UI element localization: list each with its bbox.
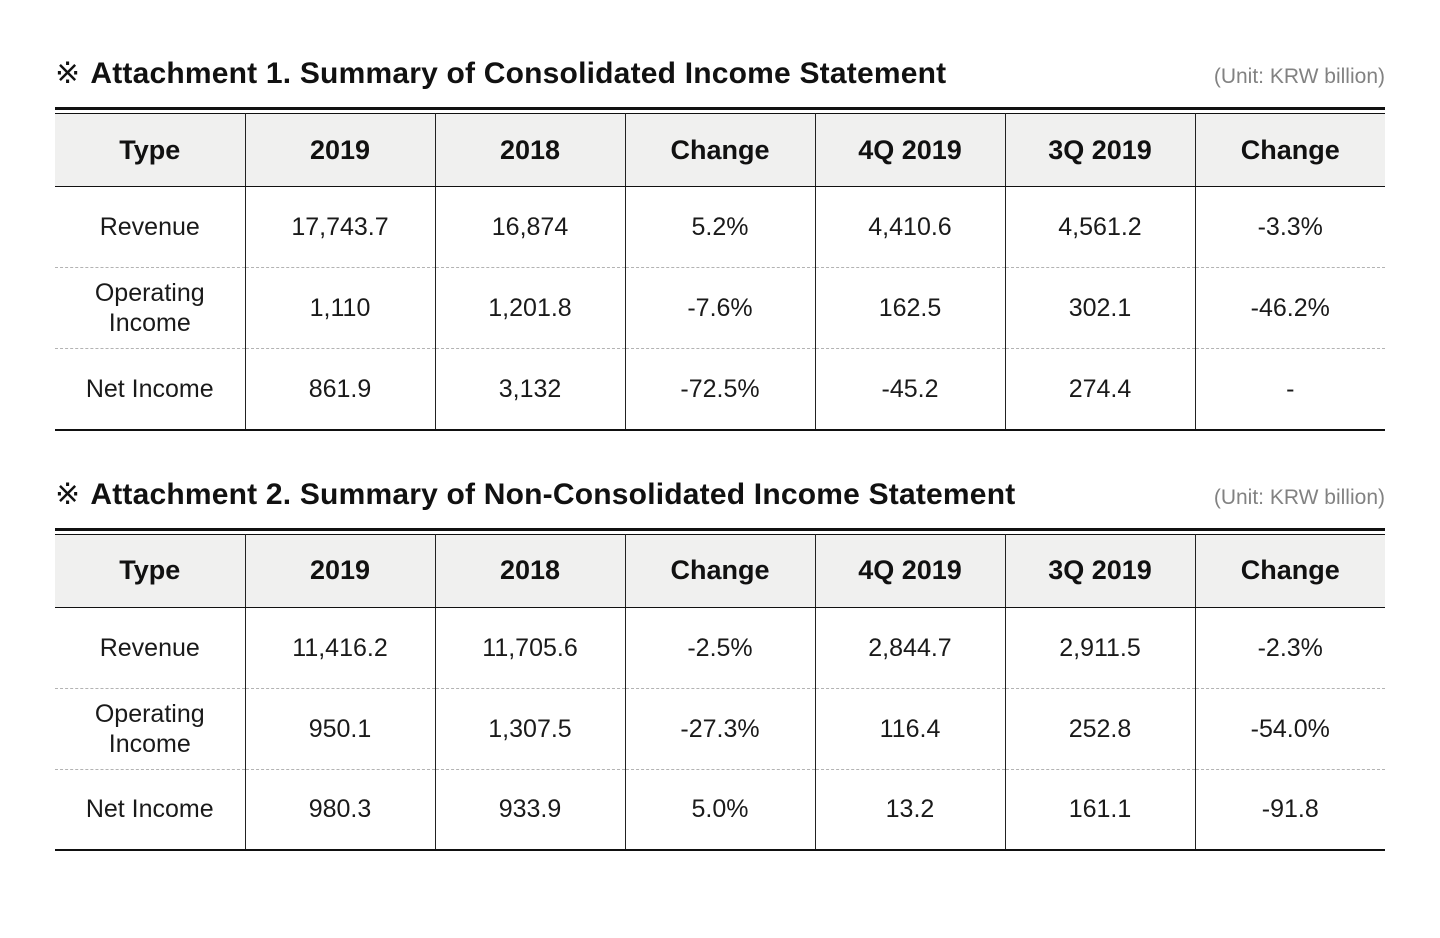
- row-label-revenue: Revenue: [55, 607, 245, 688]
- column-header-type: Type: [55, 114, 245, 187]
- column-header-change-qoq: Change: [1195, 534, 1385, 607]
- value-cell: 11,416.2: [245, 607, 435, 688]
- value-cell: -2.5%: [625, 607, 815, 688]
- attachment-1-unit-label: (Unit: KRW billion): [1213, 65, 1385, 88]
- value-cell: -7.6%: [625, 268, 815, 349]
- value-cell: -2.3%: [1195, 607, 1385, 688]
- value-cell: 11,705.6: [435, 607, 625, 688]
- value-cell: 4,410.6: [815, 187, 1005, 268]
- value-cell: 162.5: [815, 268, 1005, 349]
- value-cell: 274.4: [1005, 349, 1195, 430]
- attachment-2-title-text: Attachment 2. Summary of Non-Consolidated Income Statement: [90, 477, 1016, 511]
- value-cell: -: [1195, 349, 1385, 430]
- column-header-3q2019: 3Q 2019: [1005, 114, 1195, 187]
- attachment-2-title: [55, 477, 1015, 512]
- column-header-4q2019: 4Q 2019: [815, 534, 1005, 607]
- value-cell: 252.8: [1005, 688, 1195, 769]
- value-cell: -46.2%: [1195, 268, 1385, 349]
- value-cell: 16,874: [435, 187, 625, 268]
- table-row-net-income: [55, 769, 1385, 850]
- column-header-change-qoq: Change: [1195, 114, 1385, 187]
- value-cell: 5.0%: [625, 769, 815, 850]
- value-cell: 2,844.7: [815, 607, 1005, 688]
- column-header-2019: 2019: [245, 114, 435, 187]
- value-cell: 116.4: [815, 688, 1005, 769]
- value-cell: -54.0%: [1195, 688, 1385, 769]
- value-cell: 5.2%: [625, 187, 815, 268]
- table-row-operating-income: [55, 268, 1385, 349]
- non-consolidated-table-wrap: [55, 528, 1385, 852]
- table-row-revenue: [55, 187, 1385, 268]
- row-label-operating-income: Operating Income: [55, 268, 245, 349]
- value-cell: 933.9: [435, 769, 625, 850]
- value-cell: -3.3%: [1195, 187, 1385, 268]
- table-header-row: [55, 534, 1385, 607]
- value-cell: -45.2: [815, 349, 1005, 430]
- row-label-revenue: Revenue: [55, 187, 245, 268]
- row-label-operating-income: Operating Income: [55, 688, 245, 769]
- value-cell: -27.3%: [625, 688, 815, 769]
- reference-mark-icon: ※: [55, 477, 81, 511]
- value-cell: 950.1: [245, 688, 435, 769]
- attachment-1-title: [55, 56, 946, 91]
- value-cell: -91.8: [1195, 769, 1385, 850]
- column-header-3q2019: 3Q 2019: [1005, 534, 1195, 607]
- column-header-type: Type: [55, 534, 245, 607]
- table-row-operating-income: [55, 688, 1385, 769]
- row-label-net-income: Net Income: [85, 374, 214, 403]
- value-cell: 161.1: [1005, 769, 1195, 850]
- value-cell: 13.2: [815, 769, 1005, 850]
- row-label-net-income: Net Income: [85, 795, 214, 824]
- value-cell: 980.3: [245, 769, 435, 850]
- attachment-2-unit-label: (Unit: KRW billion): [1213, 485, 1385, 509]
- attachment-1-title-text: Attachment 1. Summary of Consolidated Income Statement: [90, 57, 947, 90]
- value-cell: 4,561.2: [1005, 187, 1195, 268]
- reference-mark-icon: ※: [55, 57, 81, 90]
- value-cell: 1,307.5: [435, 688, 625, 769]
- table-header-row: [55, 114, 1385, 187]
- value-cell: -72.5%: [625, 349, 815, 430]
- value-cell: 2,911.5: [1005, 607, 1195, 688]
- consolidated-income-table: [55, 113, 1385, 431]
- value-cell: 1,201.8: [435, 268, 625, 349]
- column-header-change-yoy: Change: [625, 534, 815, 607]
- value-cell: 1,110: [245, 268, 435, 349]
- column-header-2018: 2018: [435, 534, 625, 607]
- attachment-2-title-row: [55, 477, 1385, 512]
- table-row-revenue: [55, 607, 1385, 688]
- value-cell: 17,743.7: [245, 187, 435, 268]
- attachment-1-section: [55, 56, 1385, 431]
- column-header-2019: 2019: [245, 534, 435, 607]
- value-cell: 302.1: [1005, 268, 1195, 349]
- table-row-net-income: [55, 349, 1385, 430]
- column-header-4q2019: 4Q 2019: [815, 114, 1005, 187]
- attachment-1-title-row: [55, 56, 1385, 91]
- attachment-2-section: [55, 477, 1385, 852]
- consolidated-table-wrap: [55, 107, 1385, 431]
- value-cell: 3,132: [435, 349, 625, 430]
- column-header-change-yoy: Change: [625, 114, 815, 187]
- value-cell: 861.9: [245, 349, 435, 430]
- column-header-2018: 2018: [435, 114, 625, 187]
- non-consolidated-income-table: [55, 534, 1385, 852]
